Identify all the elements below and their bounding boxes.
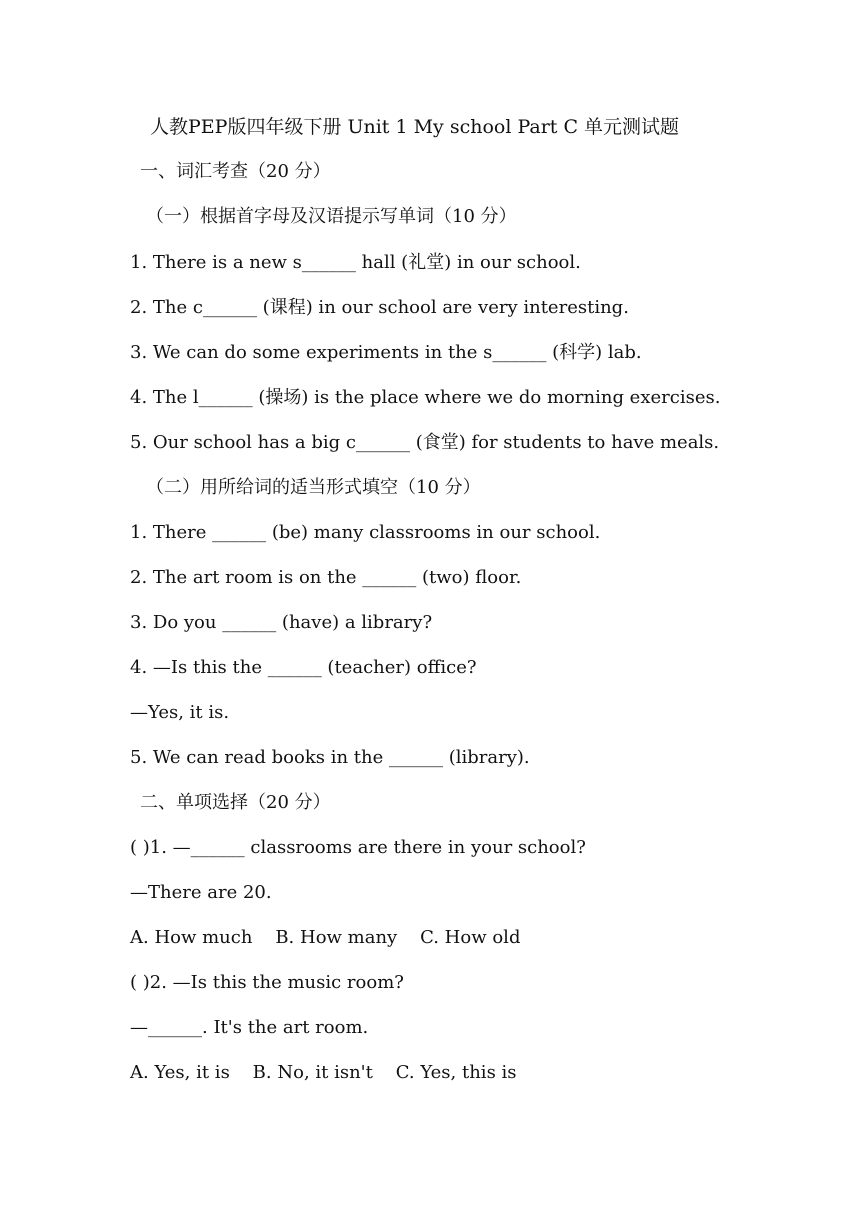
question-item: 5. We can read books in the ______ (library).: [130, 747, 530, 768]
section-1-part-2-heading: （二）用所给词的适当形式填空（10 分）: [146, 477, 481, 498]
question-item: 3. We can do some experiments in the s______ (科学) lab.: [130, 342, 642, 363]
section-2-heading: 二、单项选择（20 分）: [140, 792, 331, 813]
question-item: 2. The art room is on the ______ (two) floor.: [130, 567, 522, 588]
question-item: 5. Our school has a big c______ (食堂) for students to have meals.: [130, 432, 720, 453]
section-1-heading: 一、词汇考查（20 分）: [140, 161, 331, 182]
option-list: A. How much B. How many C. How old: [130, 927, 521, 948]
question-item: ( )1. —______ classrooms are there in your school?: [130, 837, 586, 858]
answer-line: —Yes, it is.: [130, 702, 230, 723]
option-list: A. Yes, it is B. No, it isn't C. Yes, this is: [130, 1062, 517, 1083]
question-item: ( )2. —Is this the music room?: [130, 972, 404, 993]
question-item: 1. There ______ (be) many classrooms in our school.: [130, 522, 601, 543]
question-item: 3. Do you ______ (have) a library?: [130, 612, 433, 633]
section-1-part-1-heading: （一）根据首字母及汉语提示写单词（10 分）: [146, 206, 517, 227]
document-title: 人教PEP版四年级下册 Unit 1 My school Part C 单元测试题: [150, 116, 680, 138]
question-item: 4. The l______ (操场) is the place where we do morning exercises.: [130, 387, 721, 408]
question-item: 1. There is a new s______ hall (礼堂) in our school.: [130, 252, 581, 273]
question-item: 2. The c______ (课程) in our school are very interesting.: [130, 297, 629, 318]
answer-line: —______. It's the art room.: [130, 1017, 369, 1038]
answer-line: —There are 20.: [130, 882, 272, 903]
question-item: 4. —Is this the ______ (teacher) office?: [130, 657, 477, 678]
